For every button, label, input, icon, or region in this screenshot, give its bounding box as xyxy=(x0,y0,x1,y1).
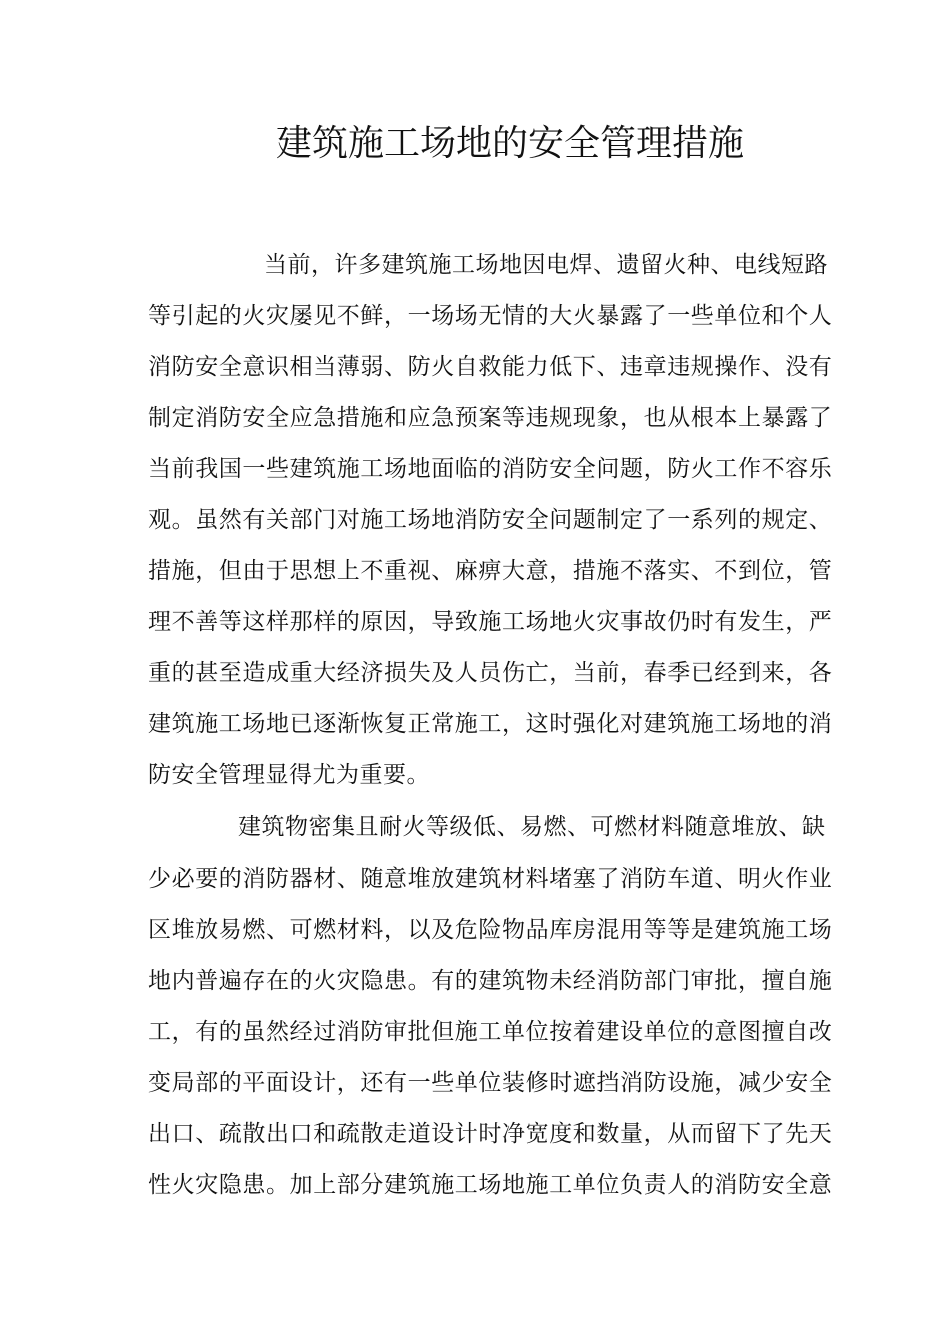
document-title: 建筑施工场地的安全管理措施 xyxy=(275,123,744,164)
paragraph-1-line-6: 观。虽然有关部门对施工场地消防安全问题制定了一系列的规定、 xyxy=(148,507,833,533)
paragraph-2-line-7: 出口、疏散出口和疏散走道设计时净宽度和数量，从而留下了先天 xyxy=(148,1121,833,1147)
paragraph-1-line-11: 防安全管理显得尤为重要。 xyxy=(148,762,430,788)
paragraph-1-line-4: 制定消防安全应急措施和应急预案等违规现象，也从根本上暴露了 xyxy=(148,405,833,431)
paragraph-2-line-8: 性火灾隐患。加上部分建筑施工场地施工单位负责人的消防安全意 xyxy=(148,1172,833,1198)
paragraph-2-line-1: 建筑物密集且耐火等级低、易燃、可燃材料随意堆放、缺 xyxy=(238,814,826,840)
paragraph-2-line-4: 地内普遍存在的火灾隐患。有的建筑物未经消防部门审批，擅自施 xyxy=(148,968,833,994)
paragraph-2-line-3: 区堆放易燃、可燃材料，以及危险物品库房混用等等是建筑施工场 xyxy=(148,917,833,943)
paragraph-1-line-7: 措施，但由于思想上不重视、麻痹大意，措施不落实、不到位，管 xyxy=(148,558,833,584)
paragraph-1-line-9: 重的甚至造成重大经济损失及人员伤亡，当前，春季已经到来，各 xyxy=(148,660,833,686)
paragraph-1-line-10: 建筑施工场地已逐渐恢复正常施工，这时强化对建筑施工场地的消 xyxy=(148,711,833,737)
paragraph-1-line-8: 理不善等这样那样的原因，导致施工场地火灾事故仍时有发生，严 xyxy=(148,609,833,635)
paragraph-1-line-3: 消防安全意识相当薄弱、防火自救能力低下、违章违规操作、没有 xyxy=(148,354,833,380)
paragraph-1-line-5: 当前我国一些建筑施工场地面临的消防安全问题，防火工作不容乐 xyxy=(148,456,833,482)
paragraph-2-line-2: 少必要的消防器材、随意堆放建筑材料堵塞了消防车道、明火作业 xyxy=(148,866,833,892)
paragraph-2-line-6: 变局部的平面设计，还有一些单位装修时遮挡消防设施，减少安全 xyxy=(148,1070,833,1096)
paragraph-1-line-2: 等引起的火灾屡见不鲜，一场场无情的大火暴露了一些单位和个人 xyxy=(148,303,833,329)
paragraph-2-line-5: 工，有的虽然经过消防审批但施工单位按着建设单位的意图擅自改 xyxy=(148,1019,833,1045)
paragraph-1-line-1: 当前，许多建筑施工场地因电焊、遗留火种、电线短路 xyxy=(264,252,828,278)
